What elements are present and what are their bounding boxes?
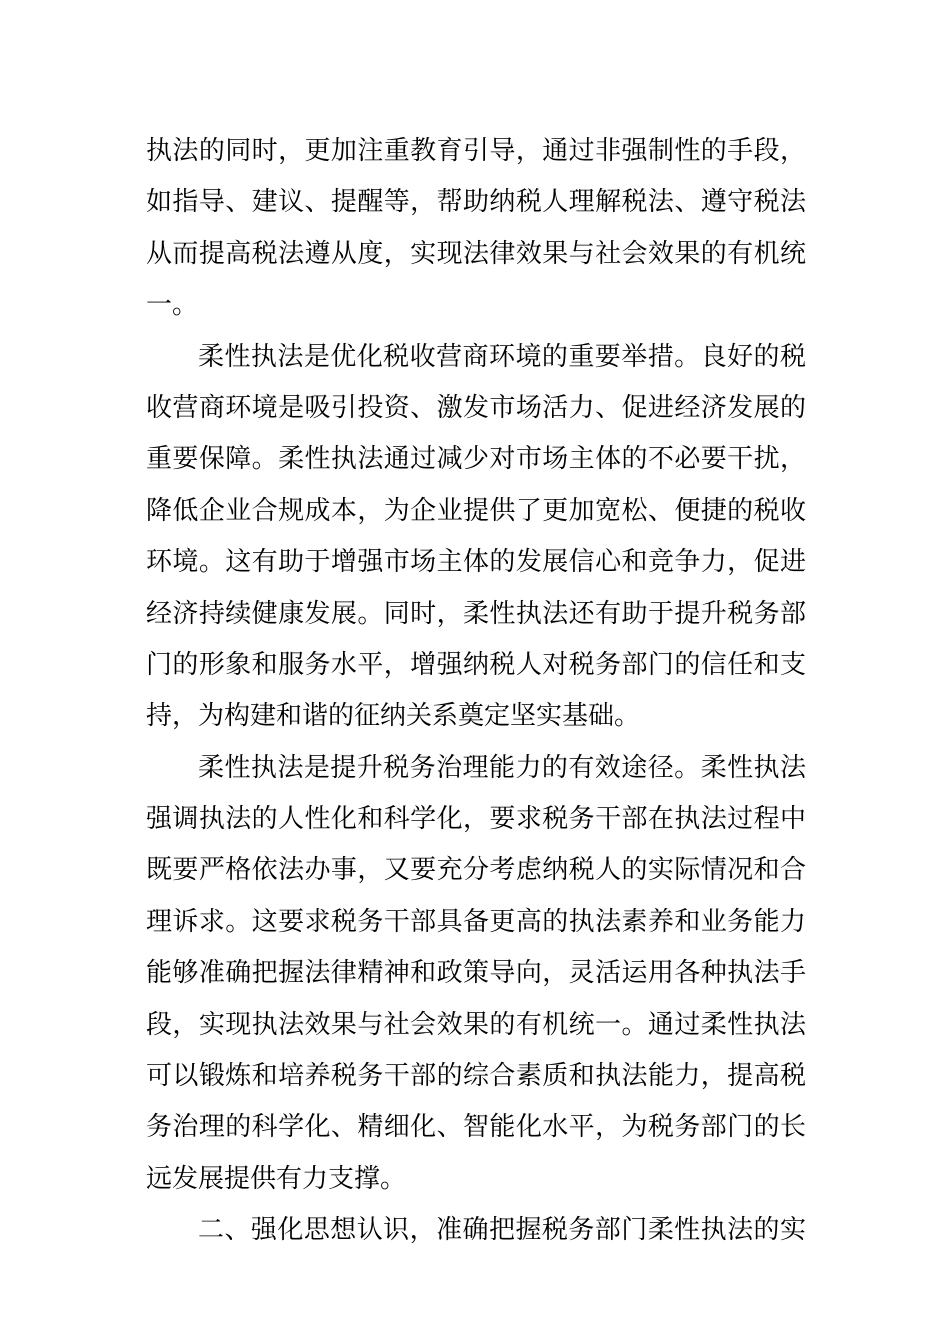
text-line: 如指导、建议、提醒等，帮助纳税人理解税法、遵守税法 bbox=[146, 187, 806, 218]
text-line: 理诉求。这要求税务干部具备更高的执法素养和业务能力 bbox=[146, 906, 806, 937]
text-line: 降低企业合规成本，为企业提供了更加宽松、便捷的税收 bbox=[146, 495, 806, 526]
heading-line: 二、强化思想认识，准确把握税务部门柔性执法的实 bbox=[198, 1215, 806, 1246]
paragraph-2 bbox=[146, 332, 806, 743]
text-line: 柔性执法是提升税务治理能力的有效途径。柔性执法 bbox=[198, 752, 806, 783]
paragraph-1 bbox=[146, 126, 806, 332]
text-line: 执法的同时，更加注重教育引导，通过非强制性的手段， bbox=[146, 136, 806, 166]
text-line: 既要严格依法办事，又要充分考虑纳税人的实际情况和合 bbox=[146, 855, 806, 886]
text-line: 强调执法的人性化和科学化，要求税务干部在执法过程中 bbox=[146, 804, 806, 835]
text-line: 收营商环境是吸引投资、激发市场活力、促进经济发展的 bbox=[146, 392, 806, 423]
document-body bbox=[146, 126, 806, 1257]
section-heading-2 bbox=[146, 1205, 806, 1256]
text-line: 环境。这有助于增强市场主体的发展信心和竞争力，促进 bbox=[146, 547, 806, 578]
text-line: 重要保障。柔性执法通过减少对市场主体的不必要干扰， bbox=[146, 444, 806, 475]
text-line: 段，实现执法效果与社会效果的有机统一。通过柔性执法 bbox=[146, 1009, 806, 1040]
text-line: 远发展提供有力支撑。 bbox=[146, 1163, 407, 1194]
text-line: 能够准确把握法律精神和政策导向，灵活运用各种执法手 bbox=[146, 958, 806, 989]
text-line: 一。 bbox=[146, 290, 199, 321]
text-line: 从而提高税法遵从度，实现法律效果与社会效果的有机统 bbox=[146, 238, 806, 269]
paragraph-3 bbox=[146, 743, 806, 1206]
text-line: 经济持续健康发展。同时，柔性执法还有助于提升税务部 bbox=[146, 598, 806, 629]
text-line: 门的形象和服务水平，增强纳税人对税务部门的信任和支 bbox=[146, 649, 806, 680]
text-line: 柔性执法是优化税收营商环境的重要举措。良好的税 bbox=[198, 341, 806, 372]
text-line: 持，为构建和谐的征纳关系奠定坚实基础。 bbox=[146, 701, 641, 732]
text-line: 务治理的科学化、精细化、智能化水平，为税务部门的长 bbox=[146, 1112, 806, 1143]
text-line: 可以锻炼和培养税务干部的综合素质和执法能力，提高税 bbox=[146, 1061, 806, 1092]
